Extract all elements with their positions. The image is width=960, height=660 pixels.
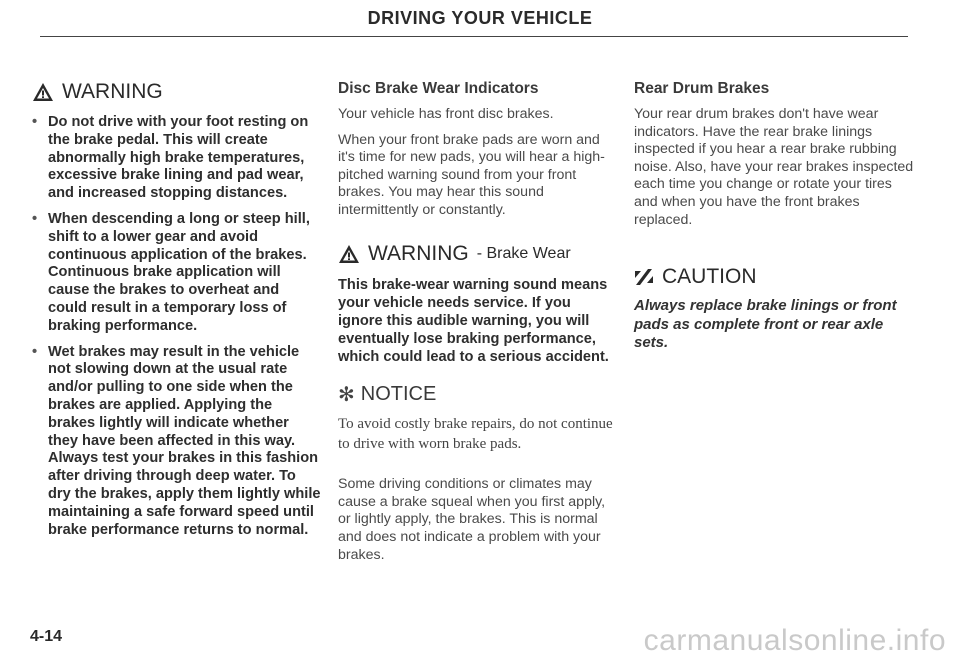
caution-text: Always replace brake linings or front pads as complete front or rear axle sets. xyxy=(634,297,897,352)
notice-heading xyxy=(338,382,616,407)
warning-subtitle: - Brake Wear xyxy=(476,244,571,262)
middle-column xyxy=(338,80,616,572)
left-column xyxy=(32,80,322,547)
warning-triangle-icon xyxy=(32,82,54,102)
warning-list xyxy=(32,114,322,539)
caution-title: CAUTION xyxy=(662,265,757,289)
header-divider xyxy=(40,36,908,37)
brake-squeal-para: Some driving conditions or climates may cause a brake squeal when you first apply, or lightly apply, the brakes. This is normal and does not indicate a problem with your brakes. xyxy=(338,476,606,563)
notice-text: To avoid costly brake repairs, do not continue to drive with worn brake pads. xyxy=(338,416,613,452)
notice-title: NOTICE xyxy=(360,383,437,406)
disc-brake-para-1: Your vehicle has front disc brakes. xyxy=(338,106,554,122)
page-number: 4-14 xyxy=(30,628,63,645)
list-item: • Do not drive with your foot resting on the brake pedal. This will create abnormally high brake temperatures, excessive brake lining and pad wear, and increased stopping distances. xyxy=(32,114,322,203)
rear-drum-heading: Rear Drum Brakes xyxy=(634,80,770,97)
page-header-title: DRIVING YOUR VEHICLE xyxy=(367,8,593,28)
caution-heading xyxy=(634,265,914,289)
warning-title: WARNING xyxy=(62,80,163,103)
list-item: • When descending a long or steep hill, shift to a lower gear and avoid continuous application of the brakes. Continuous brake application will cause the brakes to overheat and could result in a temporary loss of braking performance. xyxy=(32,211,322,336)
warning-title: WARNING xyxy=(368,241,469,265)
warning-heading xyxy=(32,80,322,104)
disc-brake-heading: Disc Brake Wear Indicators xyxy=(338,80,539,97)
list-item: • Wet brakes may result in the vehicle not slowing down at the usual rate and/or pulling to one side when the brakes are applied. Applying the brakes lightly will indicate whether they have been affected in this way. Always test your brakes in this fashion after driving through deep water. To dry the brakes, apply them lightly while maintaining a safe forward speed until brake performance returns to normal. xyxy=(32,344,322,540)
brake-wear-warning-text: This brake-wear warning sound means your vehicle needs service. If you ignore this audible warning, you will eventually lose braking performance, which could lead to a serious accident. xyxy=(338,276,609,366)
asterisk-icon: ✻ xyxy=(338,384,355,407)
warning-triangle-icon xyxy=(338,244,360,264)
caution-slash-icon xyxy=(634,267,654,287)
disc-brake-para-2: When your front brake pads are worn and it's time for new pads, you will hear a high-pitched warning sound from your front brakes. You may hear this sound intermittently or constantly. xyxy=(338,131,605,219)
brake-wear-warning-heading xyxy=(338,242,616,266)
rear-drum-para: Your rear drum brakes don't have wear indicators. Have the rear brake linings inspected if you hear a rear brake rubbing noise. Also, have your rear brakes inspected each time you change or rotate your tires and when you have the front brakes replaced. xyxy=(634,106,914,228)
right-column xyxy=(634,80,914,353)
watermark: carmanualsonline.info xyxy=(643,624,946,657)
